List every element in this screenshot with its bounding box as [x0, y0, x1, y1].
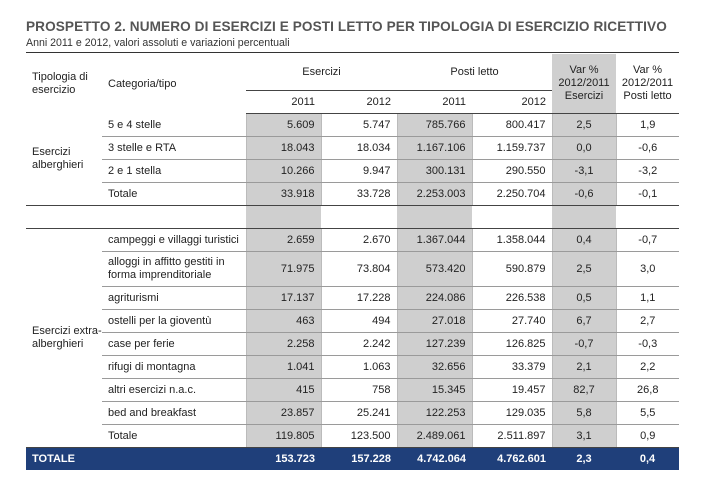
table-subtitle: Anni 2011 e 2012, valori assoluti e variazioni percentuali — [26, 37, 290, 49]
var-posti-cell: 0,9 — [616, 425, 679, 448]
header-var-posti: Var % 2012/2011 Posti letto — [616, 54, 679, 114]
esercizi-2012-cell: 25.241 — [321, 402, 397, 425]
esercizi-2011-cell: 1.041 — [246, 356, 321, 379]
posti-2012-cell: 19.457 — [472, 379, 552, 402]
category-cell: alloggi in affitto gestiti in forma imprenditoriale — [102, 252, 246, 287]
posti-2011-cell: 224.086 — [397, 287, 472, 310]
category-cell: 5 e 4 stelle — [102, 114, 246, 137]
category-cell: case per ferie — [102, 333, 246, 356]
grand-total-row — [26, 448, 679, 471]
table-row — [26, 252, 679, 287]
table-row — [26, 114, 679, 137]
header-posti-letto: Posti letto — [450, 66, 499, 78]
posti-2012-cell: 1.159.737 — [472, 137, 552, 160]
var-posti-cell: 1,9 — [616, 114, 679, 137]
var-esercizi-cell: 3,1 — [552, 425, 616, 448]
var-posti-cell: 1,1 — [616, 287, 679, 310]
var-posti-cell: -0,3 — [616, 333, 679, 356]
table-row — [26, 137, 679, 160]
total-posti-2011: 4.742.064 — [397, 448, 472, 471]
posti-2012-cell: 226.538 — [472, 287, 552, 310]
category-cell: agriturismi — [102, 287, 246, 310]
posti-2012-cell: 2.250.704 — [472, 183, 552, 206]
var-posti-cell: -0,7 — [616, 229, 679, 252]
table-row — [26, 229, 679, 252]
table-row — [26, 379, 679, 402]
esercizi-2011-cell: 18.043 — [246, 137, 321, 160]
esercizi-2012-cell: 17.228 — [321, 287, 397, 310]
esercizi-2012-cell: 33.728 — [321, 183, 397, 206]
category-cell: altri esercizi n.a.c. — [102, 379, 246, 402]
var-posti-cell: 5,5 — [616, 402, 679, 425]
posti-2012-cell: 1.358.044 — [472, 229, 552, 252]
table-title: PROSPETTO 2. NUMERO DI ESERCIZI E POSTI LETTO PER TIPOLOGIA DI ESERCIZIO RICETTIVO — [26, 19, 667, 34]
table-row — [26, 287, 679, 310]
category-cell: 3 stelle e RTA — [102, 137, 246, 160]
var-esercizi-cell: 0,4 — [552, 229, 616, 252]
posti-2011-cell: 32.656 — [397, 356, 472, 379]
esercizi-2011-cell: 415 — [246, 379, 321, 402]
header-year: 2011 — [246, 91, 321, 114]
esercizi-2011-cell: 119.805 — [246, 425, 321, 448]
header-var-esercizi: Var % 2012/2011 Esercizi — [552, 54, 616, 114]
posti-2011-cell: 573.420 — [397, 252, 472, 287]
posti-2011-cell: 2.489.061 — [397, 425, 472, 448]
total-posti-2012: 4.762.601 — [472, 448, 552, 471]
posti-2012-cell: 27.740 — [472, 310, 552, 333]
var-esercizi-cell: 2,5 — [552, 252, 616, 287]
posti-2011-cell: 300.131 — [397, 160, 472, 183]
var-esercizi-cell: 82,7 — [552, 379, 616, 402]
esercizi-2011-cell: 10.266 — [246, 160, 321, 183]
esercizi-2011-cell: 2.659 — [246, 229, 321, 252]
header-categoria: Categoria/tipo — [108, 77, 177, 90]
category-cell: Totale — [102, 425, 246, 448]
posti-2011-cell: 1.367.044 — [397, 229, 472, 252]
posti-2012-cell: 129.035 — [472, 402, 552, 425]
total-esercizi-2012: 157.228 — [321, 448, 397, 471]
posti-2012-cell: 2.511.897 — [472, 425, 552, 448]
category-cell: ostelli per la gioventù — [102, 310, 246, 333]
esercizi-2011-cell: 33.918 — [246, 183, 321, 206]
posti-2011-cell: 1.167.106 — [397, 137, 472, 160]
var-esercizi-cell: 0,0 — [552, 137, 616, 160]
category-cell: Totale — [102, 183, 246, 206]
posti-2011-cell: 15.345 — [397, 379, 472, 402]
table-row — [26, 356, 679, 379]
var-esercizi-cell: -3,1 — [552, 160, 616, 183]
posti-2012-cell: 800.417 — [472, 114, 552, 137]
var-esercizi-cell: 2,1 — [552, 356, 616, 379]
var-posti-cell: 3,0 — [616, 252, 679, 287]
var-esercizi-cell: -0,6 — [552, 183, 616, 206]
esercizi-2011-cell: 23.857 — [246, 402, 321, 425]
esercizi-2011-cell: 17.137 — [246, 287, 321, 310]
header-year: 2012 — [472, 91, 552, 114]
esercizi-2011-cell: 463 — [246, 310, 321, 333]
esercizi-2011-cell: 5.609 — [246, 114, 321, 137]
esercizi-2011-cell: 71.975 — [246, 252, 321, 287]
table-row — [26, 402, 679, 425]
table-row — [26, 310, 679, 333]
header-esercizi: Esercizi — [302, 66, 341, 78]
var-esercizi-cell: 2,5 — [552, 114, 616, 137]
header-year: 2011 — [397, 91, 472, 114]
table-row — [26, 160, 679, 183]
group-label: Esercizi alberghieri — [26, 114, 102, 206]
header-year: 2012 — [321, 91, 397, 114]
var-posti-cell: 2,2 — [616, 356, 679, 379]
var-posti-cell: -0,6 — [616, 137, 679, 160]
posti-2011-cell: 27.018 — [397, 310, 472, 333]
esercizi-2012-cell: 73.804 — [321, 252, 397, 287]
posti-2012-cell: 590.879 — [472, 252, 552, 287]
var-posti-cell: 26,8 — [616, 379, 679, 402]
esercizi-2012-cell: 494 — [321, 310, 397, 333]
category-cell: bed and breakfast — [102, 402, 246, 425]
esercizi-2012-cell: 123.500 — [321, 425, 397, 448]
posti-2011-cell: 2.253.003 — [397, 183, 472, 206]
header-tipologia: Tipologia di esercizio — [32, 70, 88, 96]
total-var-esercizi: 2,3 — [552, 448, 616, 471]
esercizi-2012-cell: 5.747 — [321, 114, 397, 137]
table-row — [26, 333, 679, 356]
top-rule — [26, 52, 679, 53]
var-posti-cell: -3,2 — [616, 160, 679, 183]
esercizi-2012-cell: 18.034 — [321, 137, 397, 160]
table-row — [26, 425, 679, 448]
posti-2011-cell: 127.239 — [397, 333, 472, 356]
var-esercizi-cell: 6,7 — [552, 310, 616, 333]
data-table — [26, 54, 679, 470]
esercizi-2011-cell: 2.258 — [246, 333, 321, 356]
total-var-posti: 0,4 — [616, 448, 679, 471]
esercizi-2012-cell: 2.242 — [321, 333, 397, 356]
posti-2012-cell: 33.379 — [472, 356, 552, 379]
posti-2012-cell: 126.825 — [472, 333, 552, 356]
esercizi-2012-cell: 9.947 — [321, 160, 397, 183]
category-cell: 2 e 1 stella — [102, 160, 246, 183]
var-posti-cell: -0,1 — [616, 183, 679, 206]
var-esercizi-cell: -0,7 — [552, 333, 616, 356]
var-esercizi-cell: 0,5 — [552, 287, 616, 310]
category-cell: rifugi di montagna — [102, 356, 246, 379]
esercizi-2012-cell: 1.063 — [321, 356, 397, 379]
var-posti-cell: 2,7 — [616, 310, 679, 333]
grand-total-label: TOTALE — [26, 448, 246, 471]
posti-2012-cell: 290.550 — [472, 160, 552, 183]
esercizi-2012-cell: 758 — [321, 379, 397, 402]
table-row — [26, 183, 679, 206]
category-cell: campeggi e villaggi turistici — [102, 229, 246, 252]
var-esercizi-cell: 5,8 — [552, 402, 616, 425]
posti-2011-cell: 785.766 — [397, 114, 472, 137]
total-esercizi-2011: 153.723 — [246, 448, 321, 471]
group-label: Esercizi extra-alberghieri — [26, 229, 102, 448]
posti-2011-cell: 122.253 — [397, 402, 472, 425]
esercizi-2012-cell: 2.670 — [321, 229, 397, 252]
